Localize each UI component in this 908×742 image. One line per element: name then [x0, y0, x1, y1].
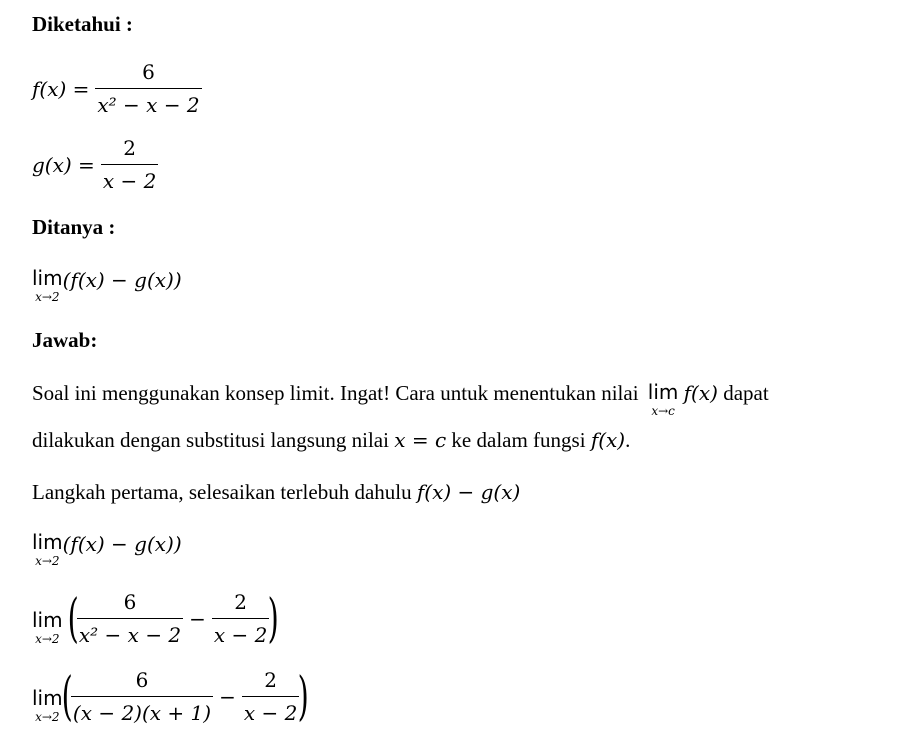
inline-fx-2: f(x) [590, 428, 626, 452]
step-3-fraction-1 [71, 668, 213, 725]
g-denominator: x − 2 [101, 164, 158, 193]
step-1 [32, 532, 182, 567]
explanation-text-1: Soal ini menggunakan konsep limit. Ingat! Cara untuk menentukan nilai [32, 381, 639, 405]
lim-text-c: lim [647, 380, 679, 404]
limit-operator [32, 268, 63, 303]
step-2-num-1: 6 [123, 590, 137, 614]
step-3 [32, 668, 308, 725]
f-lhs: f(x) = [32, 76, 90, 101]
step-1-expression: (f(x) − g(x)) [62, 532, 182, 556]
step-3-num-2: 2 [264, 668, 277, 692]
step-3-left-paren: ( [61, 666, 73, 727]
heading-diketahui: Diketahui : [32, 12, 133, 36]
limit-expression: (f(x) − g(x)) [62, 268, 182, 292]
heading-jawab: Jawab: [32, 328, 98, 352]
step-2-left-paren: ( [67, 588, 79, 649]
step-3-lim-subscript: x→2 [35, 710, 60, 724]
step-2-minus: − [189, 606, 206, 631]
explanation-line-2 [32, 428, 630, 453]
lim-text: lim [32, 266, 63, 290]
step-3-minus: − [219, 684, 236, 709]
step-2-fraction-1 [77, 590, 183, 647]
g-fraction [101, 136, 158, 193]
step-2-lim-text: lim [32, 608, 63, 632]
step-2-num-2: 2 [234, 590, 248, 614]
step-2-limit [32, 610, 63, 645]
inline-fx-minus-gx: f(x) − g(x) [416, 480, 521, 504]
asked-limit [32, 268, 182, 303]
step-2-den-1: x² − x − 2 [77, 618, 183, 647]
explanation-line-1 [32, 381, 769, 417]
lim-subscript-c: x→c [651, 404, 675, 418]
step-1-limit [32, 532, 63, 567]
given-f-equation [32, 60, 202, 117]
step-3-fraction-2 [242, 668, 299, 725]
explanation-line-3 [32, 480, 520, 505]
step-3-lim-text: lim [32, 686, 63, 710]
g-lhs: g(x) = [32, 152, 95, 177]
step-1-lim-text: lim [32, 530, 63, 554]
explanation-end-1: dapat [723, 381, 769, 405]
step-3-right-paren: ) [297, 666, 310, 727]
g-numerator: 2 [123, 136, 136, 160]
step-2-den-2: x − 2 [212, 618, 269, 647]
f-denominator: x² − x − 2 [95, 88, 201, 117]
f-fraction [95, 60, 201, 117]
step-3-den-2: x − 2 [242, 696, 299, 725]
step-1-lim-subscript: x→2 [35, 554, 60, 568]
step-2-fraction-2 [212, 590, 269, 647]
given-g-equation [32, 136, 158, 193]
explanation-mid-2: ke dalam fungsi [451, 428, 586, 452]
step-2-lim-subscript: x→2 [35, 632, 60, 646]
step-2-right-paren: ) [267, 588, 280, 649]
explanation-text-3: Langkah pertama, selesaikan terlebuh dahulu [32, 480, 412, 504]
inline-fx-1: f(x) [683, 381, 718, 405]
lim-subscript: x→2 [35, 290, 60, 304]
inline-x-equals-c: x = c [394, 428, 447, 452]
step-2 [32, 590, 278, 647]
explanation-end-2: . [625, 428, 631, 452]
heading-ditanya: Ditanya : [32, 215, 116, 239]
step-3-den-1: (x − 2)(x + 1) [71, 696, 213, 725]
step-3-num-1: 6 [135, 668, 149, 692]
step-3-limit [32, 688, 63, 723]
explanation-text-2: dilakukan dengan substitusi langsung nilai [32, 428, 389, 452]
limit-operator-c [648, 382, 679, 417]
f-numerator: 6 [142, 60, 155, 84]
